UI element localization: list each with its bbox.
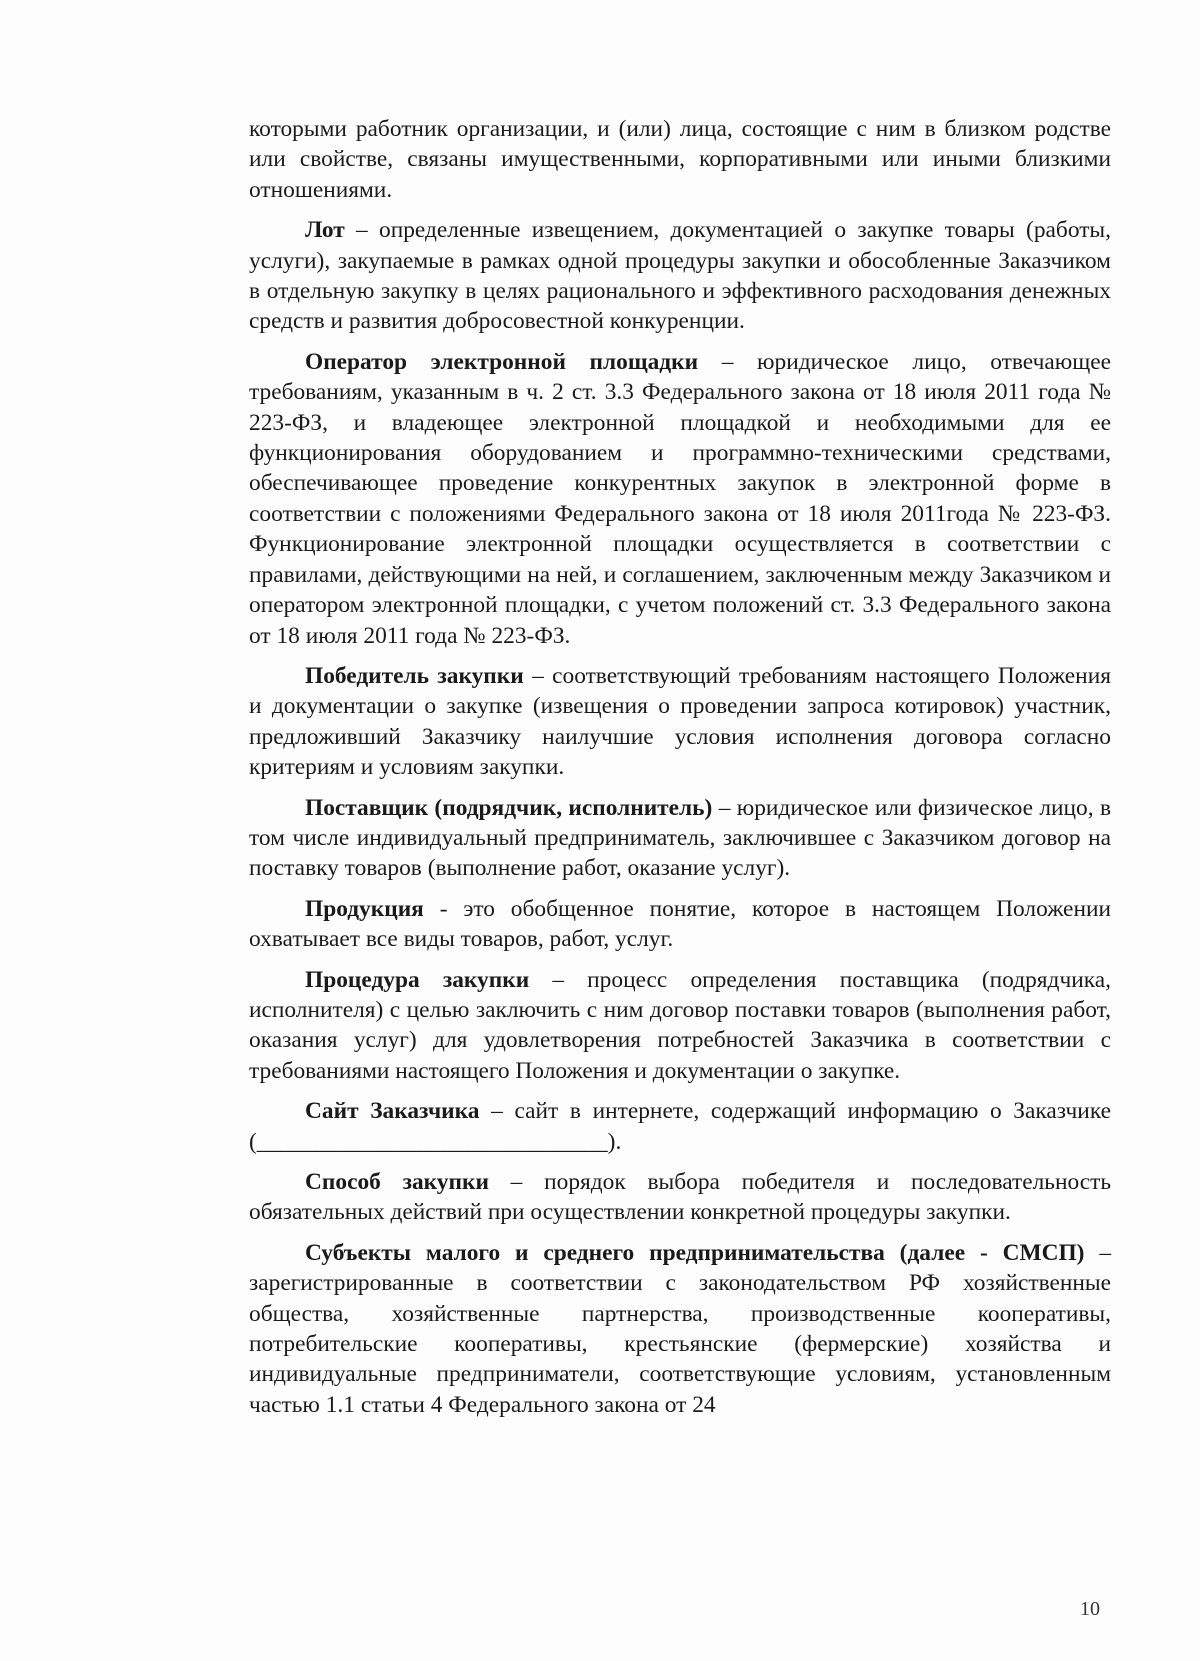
definition-text: – процесс определения поставщика (подрядчика, исполнителя) с целью заключить с ним договор поставки товаров (выполнения работ, оказания услуг) для удовлетворения потребностей Заказчика в соответствии с требованиями настоящего Положения и документации о закупке. bbox=[249, 966, 1111, 1084]
definition-customer-site bbox=[249, 1096, 1111, 1157]
term-lot: Лот bbox=[305, 217, 345, 244]
definition-text: – зарегистрированные в соответствии с законодательством РФ хозяйственные общества, хозяйственные партнерства, производственные кооперативы, потребительские кооперативы, крестьянские (фермерские) хозяйства и индивидуальные предприниматели, соответствующие условиям, установленным частью 1.1 статьи 4 Федерального закона от 24 bbox=[249, 1239, 1112, 1418]
paragraph-continuation bbox=[249, 114, 1111, 205]
definition-text: - это обобщенное понятие, которое в настоящем Положении охватывает все виды товаров, работ, услуг. bbox=[249, 895, 1111, 953]
document-body bbox=[249, 114, 1111, 1430]
definition-text: – сайт в интернете, содержащий информацию о Заказчике (______________________________). bbox=[249, 1098, 1111, 1155]
definition-platform-operator bbox=[249, 347, 1111, 651]
term-customer-site: Сайт Заказчика bbox=[305, 1098, 480, 1125]
definition-smsp bbox=[249, 1238, 1111, 1420]
definition-supplier bbox=[249, 793, 1111, 884]
definition-text: – соответствующий требованиям настоящего Положения и документации о закупке (извещения о проведении запроса котировок) участник, предложивший Заказчику наилучшие условия исполнения договора согласно критериям и условиям закупки. bbox=[249, 662, 1111, 781]
term-winner: Победитель закупки bbox=[305, 662, 524, 689]
definition-procurement-method bbox=[249, 1167, 1111, 1228]
definition-text: – юридическое лицо, отвечающее требованиям, указанным в ч. 2 ст. 3.3 Федерального закона от 18 июля 2011 года № 223-ФЗ, и владеющее электронной площадкой и необходимыми для ее функционирования оборудованием и программно-техническими средствами, обеспечивающее проведение конкурентных закупок в электронной форме в соответствии с положениями Федерального закона от 18 июля 2011года № 223-ФЗ. Функционирование электронной площадки осуществляется в соответствии с правилами, действующими на ней, и соглашением, заключенным между Заказчиком и оператором электронной площадки, с учетом положений ст. 3.3 Федерального закона от 18 июля 2011 года № 223-ФЗ. bbox=[249, 348, 1111, 649]
paragraph-text: которыми работник организации, и (или) лица, состоящие с ним в близком родстве или свойстве, связаны имущественными, корпоративными или иными близкими отношениями. bbox=[249, 116, 1111, 203]
term-products: Продукция bbox=[305, 895, 424, 922]
definition-products bbox=[249, 894, 1111, 955]
definition-text: – порядок выбора победителя и последовательность обязательных действий при осуществлении конкретной процедуры закупки. bbox=[249, 1169, 1112, 1226]
term-procedure: Процедура закупки bbox=[305, 966, 530, 993]
term-supplier: Поставщик (подрядчик, исполнитель) bbox=[305, 794, 713, 821]
page-number: 10 bbox=[1080, 1598, 1100, 1620]
term-procurement-method: Способ закупки bbox=[305, 1169, 489, 1195]
definition-text: – определенные извещением, документацией о закупке товары (работы, услуги), закупаемые в рамках одной процедуры закупки и обособленные Заказчиком в отдельную закупку в целях рационального и эффективного расходования денежных средств и развития добросовестной конкуренции. bbox=[249, 217, 1111, 335]
term-smsp: Субъекты малого и среднего предпринимательства (далее - СМСП) bbox=[305, 1239, 1085, 1266]
definition-text: – юридическое или физическое лицо, в том числе индивидуальный предприниматель, заключившее с Заказчиком договор на поставку товаров (выполнение работ, оказание услуг). bbox=[249, 794, 1111, 882]
definition-lot bbox=[249, 215, 1111, 337]
definition-procedure bbox=[249, 965, 1111, 1087]
term-platform-operator: Оператор электронной площадки bbox=[305, 348, 699, 375]
definition-winner bbox=[249, 661, 1111, 783]
